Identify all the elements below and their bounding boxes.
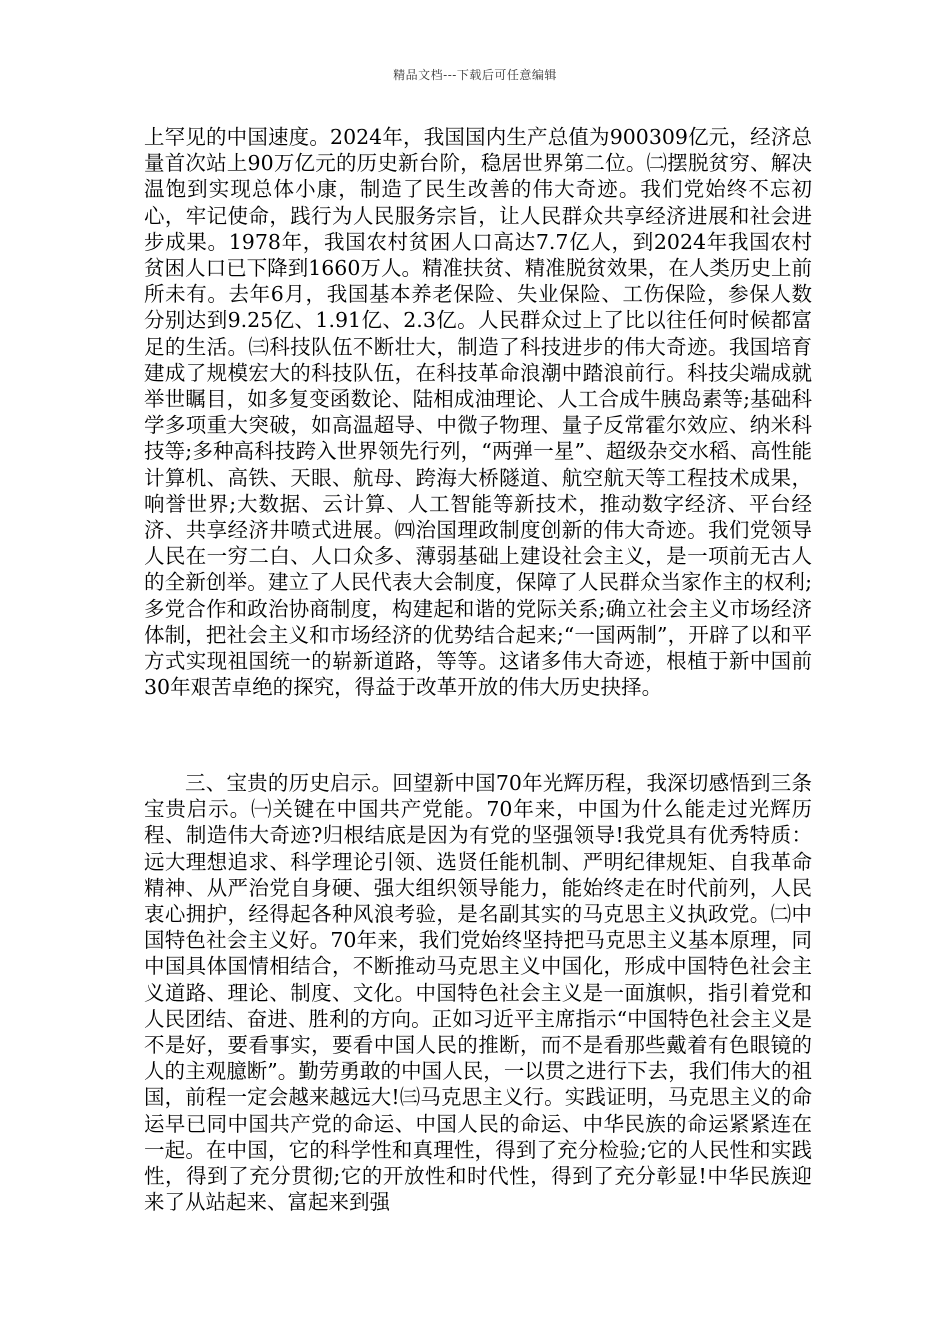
body-paragraph-1: 上罕见的中国速度。2024年，我国国内生产总值为900309亿元，经济总量首次站上90万亿元的历史新台阶，稳居世界第二位。㈡摆脱贫穷、解决温饱到实现总体小康，制造了民生改善的伟大奇迹。我们党始终不忘初心，牢记使命，践行为人民服务宗旨，让人民群众共享经济进展和社会进步成果。1978年，我国农村贫困人口高达7.7亿人，到2024年我国农村贫困人口已下降到1660万人。精准扶贫、精准脱贫效果，在人类历史上前所未有。去年6月，我国基本养老保险、失业保险、工伤保险，参保人数分别达到9.25亿、1.91亿、2.3亿。人民群众过上了比以往任何时候都富足的生活。㈢科技队伍不断壮大，制造了科技进步的伟大奇迹。我国培育建成了规模宏大的科技队伍，在科技革命浪潮中踏浪前行。科技尖端成就举世瞩目，如多复变函数论、陆相成油理论、人工合成牛胰岛素等;基础科学多项重大突破，如高温超导、中微子物理、量子反常霍尔效应、纳米科技等;多种高科技跨入世界领先行列，“两弹一星”、超级杂交水稻、高性能计算机、高铁、天眼、航母、跨海大桥隧道、航空航天等工程技术成果，响誉世界;大数据、云计算、人工智能等新技术，推动数字经济、平台经济、共享经济井喷式进展。㈣治国理政制度创新的伟大奇迹。我们党领导人民在一穷二白、人口众多、薄弱基础上建设社会主义，是一项前无古人的全新创举。建立了人民代表大会制度，保障了人民群众当家作主的权利;多党合作和政治协商制度，构建起和谐的党际关系;确立社会主义市场经济体制，把社会主义和市场经济的优势结合起来;“一国两制”，开辟了以和平方式实现祖国统一的崭新道路，等等。这诸多伟大奇迹，根植于新中国前30年艰苦卓绝的探究，得益于改革开放的伟大历史抉择。	[144, 125, 812, 700]
page-header: 精品文档---下载后可任意编辑	[393, 68, 557, 82]
body-paragraph-2: 三、宝贵的历史启示。回望新中国70年光辉历程，我深切感悟到三条宝贵启示。㈠关键在中国共产党能。70年来，中国为什么能走过光辉历程、制造伟大奇迹?归根结底是因为有党的坚强领导!我党具有优秀特质：远大理想追求、科学理论引领、选贤任能机制、严明纪律规矩、自我革命精神、从严治党自身硬、强大组织领导能力，能始终走在时代前列，人民衷心拥护，经得起各种风浪考验，是名副其实的马克思主义执政党。㈡中国特色社会主义好。70年来，我们党始终坚持把马克思主义基本原理，同中国具体国情相结合，不断推动马克思主义中国化，形成中国特色社会主义道路、理论、制度、文化。中国特色社会主义是一面旗帜，指引着党和人民团结、奋进、胜利的方向。正如习近平主席指示“中国特色社会主义是不是好，要看事实，要看中国人民的推断，而不是看那些戴着有色眼镜的人的主观臆断”。勤劳勇敢的中国人民，一以贯之进行下去，我们伟大的祖国，前程一定会越来越远大!㈢马克思主义行。实践证明，马克思主义的命运早已同中国共产党的命运、中国人民的命运、中华民族的命运紧紧连在一起。在中国，它的科学性和真理性，得到了充分检验;它的人民性和实践性，得到了充分贯彻;它的开放性和时代性，得到了充分彰显!中华民族迎来了从站起来、富起来到强	[144, 771, 812, 1215]
